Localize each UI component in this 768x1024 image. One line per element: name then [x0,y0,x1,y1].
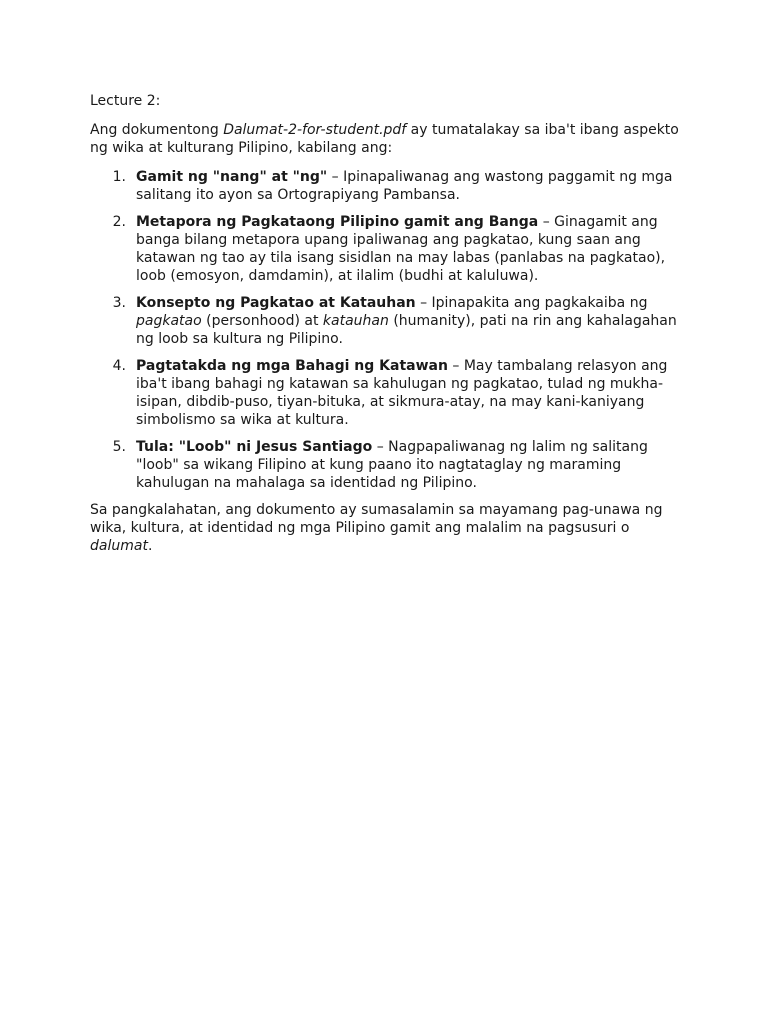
topic-list [90,168,680,492]
list-item-term: Konsepto ng Pagkatao at Katauhan [136,295,416,311]
closing-paragraph [90,501,680,555]
lecture-heading: Lecture 2: [90,93,161,109]
list-item-description: – Nagpapaliwanag ng lalim ng salitang "loob" sa wikang Filipino at kung paano ito nagtataglay ng maraming kahulugan na mahalaga sa identidad ng Pilipino. [136,439,648,491]
list-item-description: (personhood) at [201,313,323,329]
list-item [90,357,680,429]
list-item-description: – Ginagamit ang banga bilang metapora upang ipaliwanag ang pagkatao, kung saan ang katawan ng tao ay tila isang sisidlan na may labas (panlabas na pagkatao), loob (emosyon, damdamin), at ilalim (budhi at kaluluwa). [136,214,666,284]
term-pagkatao: pagkatao [136,313,202,329]
list-item [90,294,680,348]
list-item-description: – Ipinapakita ang pagkakaiba ng [415,295,648,311]
list-item-term: Tula: "Loob" ni Jesus Santiago [136,439,373,455]
list-item-number: 1. [112,169,126,185]
intro-text-after: ay tumatalakay sa iba't ibang aspekto ng wika at kulturang Pilipino, kabilang ang: [90,122,679,156]
list-item-number: 2. [112,214,126,230]
list-item-number: 3. [112,295,126,311]
list-item-number: 4. [112,358,126,374]
term-katauhan: katauhan [322,313,389,329]
closing-text: Sa pangkalahatan, ang dokumento ay sumasalamin sa mayamang pag-unawa ng wika, kultura, at identidad ng mga Pilipino gamit ang malalim na pagsusuri o [90,502,663,536]
closing-period: . [147,538,153,554]
list-item-term: Gamit ng "nang" at "ng" [136,169,328,185]
list-item-number: 5. [112,439,126,455]
list-item-term: Pagtatakda ng mga Bahagi ng Katawan [136,358,448,374]
term-dalumat: dalumat [90,538,148,554]
list-item-description: – Ipinapaliwanag ang wastong paggamit ng mga salitang ito ayon sa Ortograpiyang Pambansa. [136,169,673,203]
intro-text-before: Ang dokumentong [90,122,224,138]
intro-paragraph [90,121,680,157]
list-item-description: – May tambalang relasyon ang iba't ibang bahagi ng katawan sa kahulugan ng pagkatao, tulad ng mukha-isipan, dibdib-puso, tiyan-bituka, at sikmura-atay, na may kani-kaniyang simbolismo sa wika at kultura. [136,358,668,428]
list-item [90,213,680,285]
list-item-description: (humanity), pati na rin ang kahalagahan ng loob sa kultura ng Pilipino. [136,313,677,347]
document-filename: Dalumat-2-for-student.pdf [223,122,407,138]
document-body [90,92,680,555]
list-item-term: Metapora ng Pagkataong Pilipino gamit ang Banga [136,214,539,230]
list-item [90,438,680,492]
list-item [90,168,680,204]
